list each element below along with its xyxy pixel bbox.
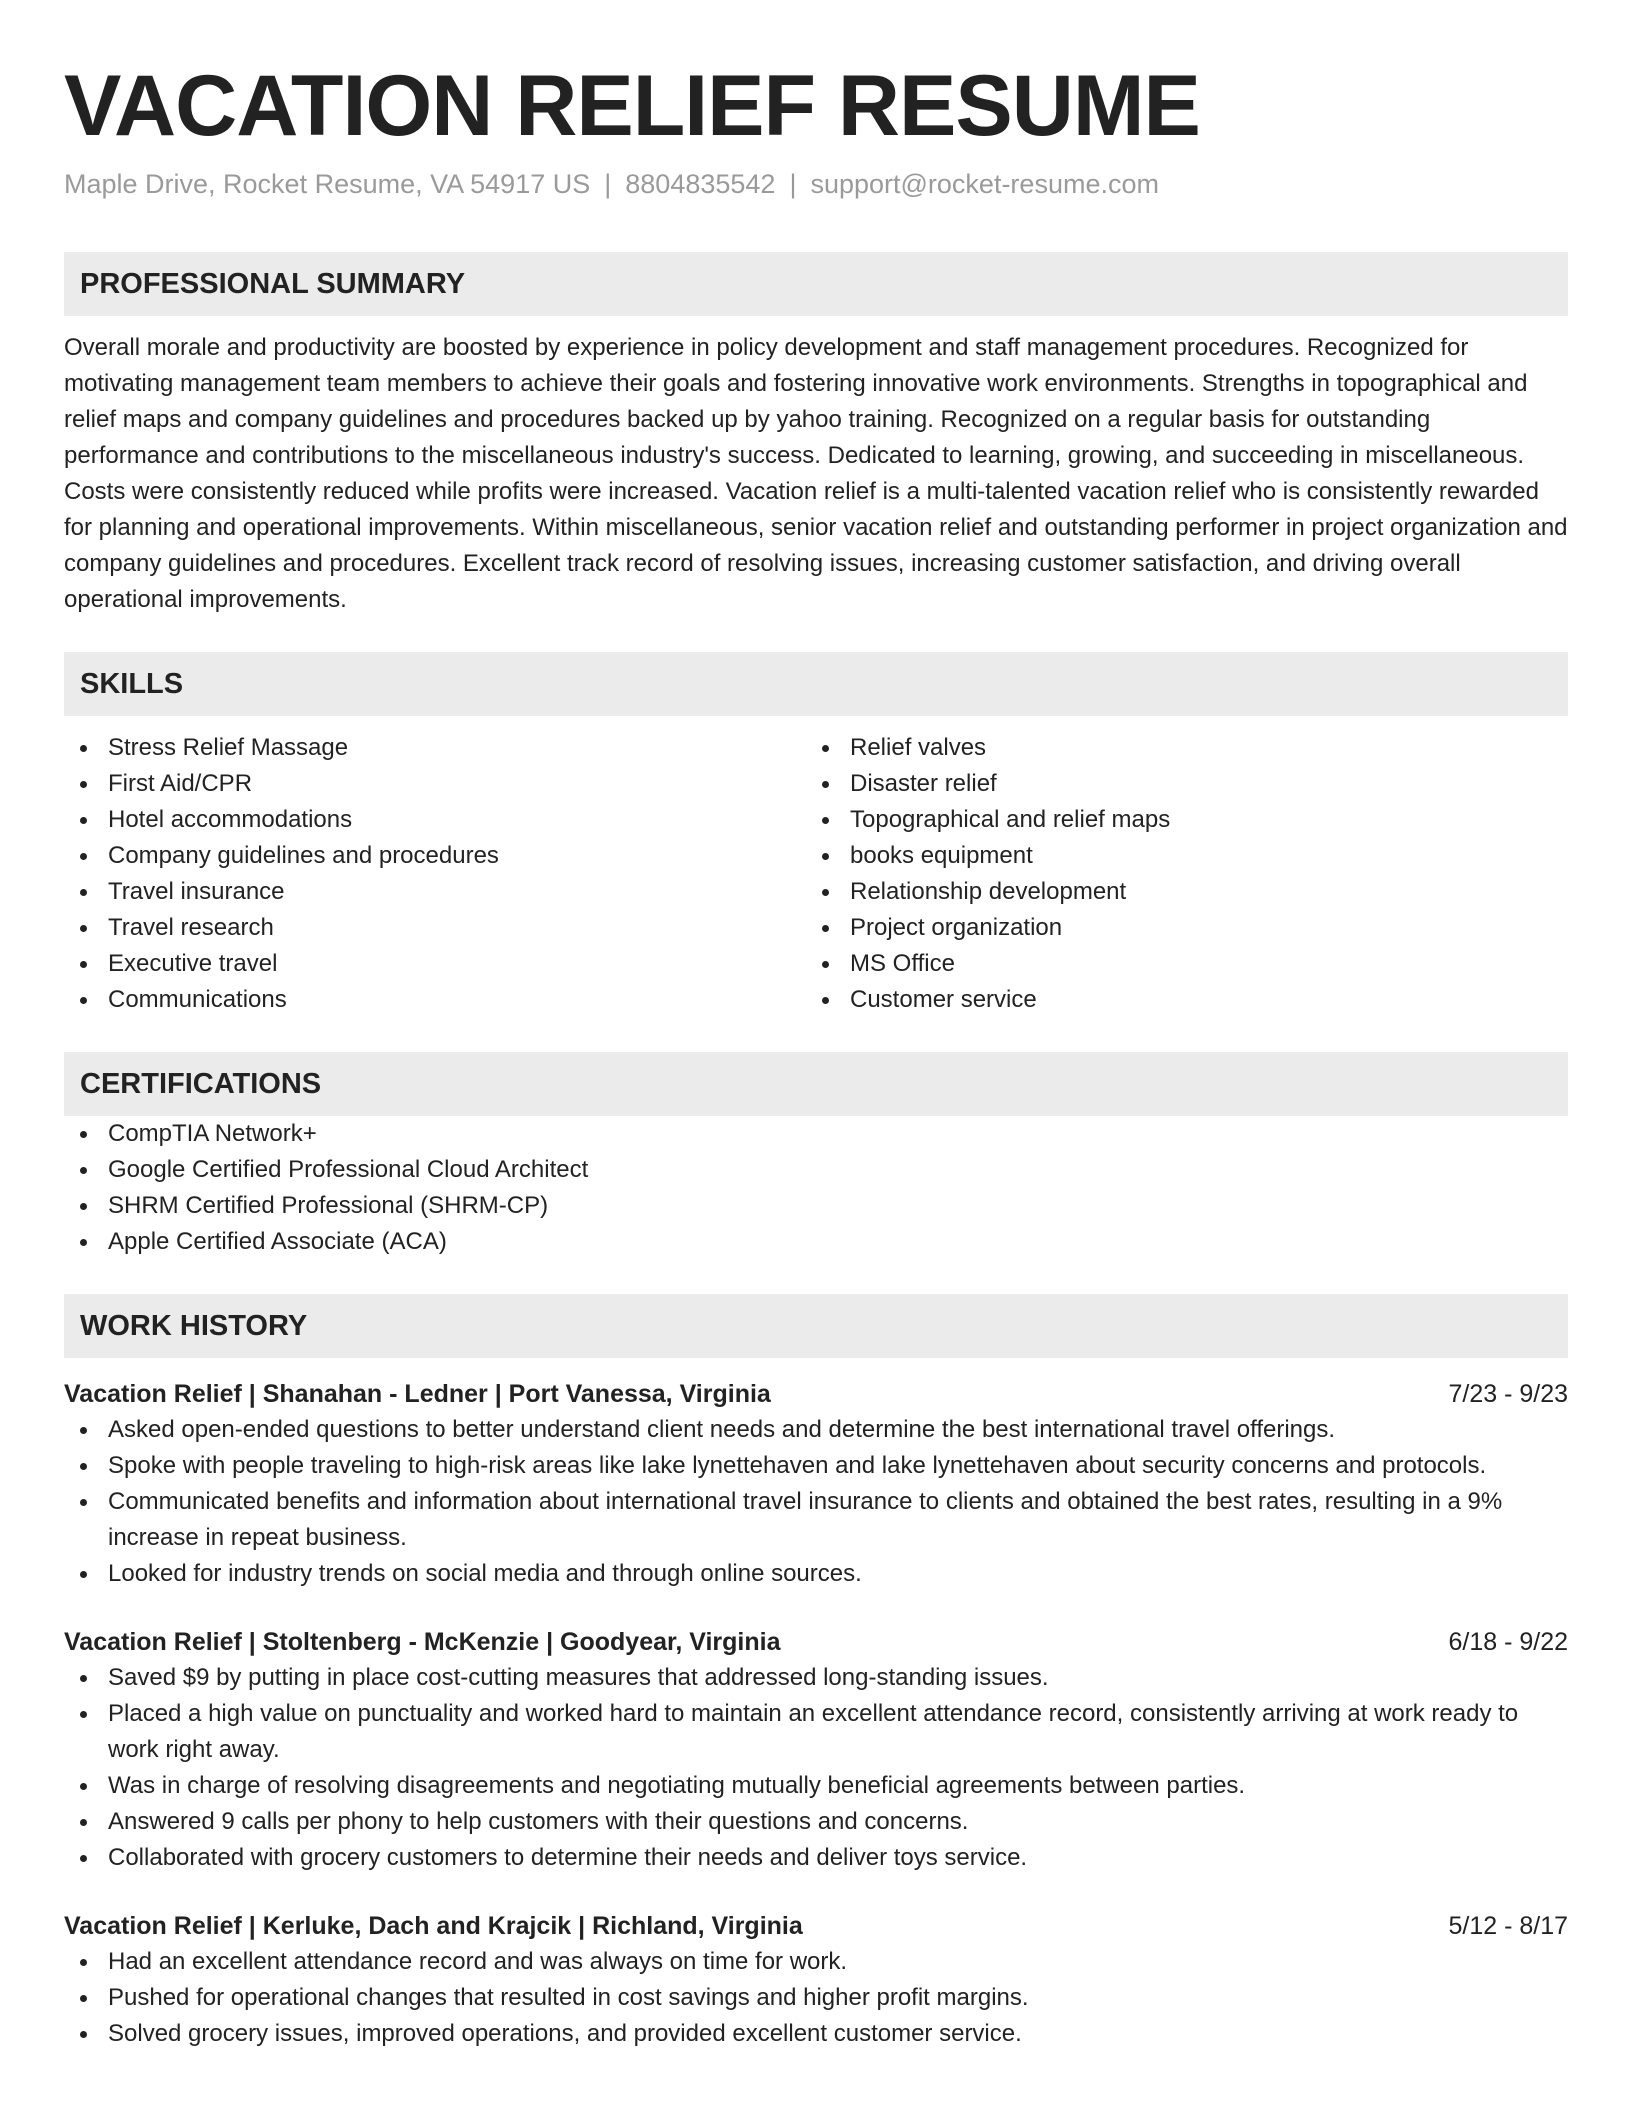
certifications-heading: CERTIFICATIONS <box>64 1052 1568 1116</box>
job-bullet: Communicated benefits and information about international travel insurance to clients and obtained the best rates, resulting in a 9% increase in repeat business. <box>64 1484 1568 1556</box>
job-bullet: Placed a high value on punctuality and worked hard to maintain an excellent attendance record, consistently arriving at work ready to work right away. <box>64 1696 1568 1768</box>
skills-column-right <box>806 730 1548 1018</box>
skill-item: MS Office <box>806 946 1548 982</box>
job-bullet: Solved grocery issues, improved operations, and provided excellent customer service. <box>64 2016 1568 2052</box>
job-bullet: Looked for industry trends on social media and through online sources. <box>64 1556 1568 1592</box>
job-header <box>64 1376 1568 1412</box>
skill-item: Executive travel <box>64 946 806 982</box>
job-entry <box>64 1376 1568 1592</box>
skills-columns <box>64 730 1568 1018</box>
job-dates: 5/12 - 8/17 <box>1448 1912 1568 1940</box>
contact-separator: | <box>789 169 797 199</box>
job-bullet: Pushed for operational changes that resulted in cost savings and higher profit margins. <box>64 1980 1568 2016</box>
skill-item: First Aid/CPR <box>64 766 806 802</box>
skill-item: Relationship development <box>806 874 1548 910</box>
summary-text: Overall morale and productivity are boosted by experience in policy development and staff management procedures. Recognized for motivating management team members to achieve their goals and fostering innovative work environments. Strengths in topographical and relief maps and company guidelines and procedures backed up by yahoo training. Recognized on a regular basis for outstanding performance and contributions to the miscellaneous industry's success. Dedicated to learning, growing, and succeeding in miscellaneous. Costs were consistently reduced while profits were increased. Vacation relief is a multi-talented vacation relief who is consistently rewarded for planning and operational improvements. Within miscellaneous, senior vacation relief and outstanding performer in project organization and company guidelines and procedures. Excellent track record of resolving issues, increasing customer satisfaction, and driving overall operational improvements. <box>64 334 1568 613</box>
job-bullets <box>64 1944 1568 2052</box>
certifications-section <box>64 1052 1568 1260</box>
skill-item: books equipment <box>806 838 1548 874</box>
skill-item: Communications <box>64 982 806 1018</box>
job-bullet: Answered 9 calls per phony to help customers with their questions and concerns. <box>64 1804 1568 1840</box>
job-title: Vacation Relief | Kerluke, Dach and Krajcik | Richland, Virginia <box>64 1912 803 1940</box>
job-header <box>64 1908 1568 1944</box>
job-dates: 6/18 - 9/22 <box>1448 1628 1568 1656</box>
job-bullet: Was in charge of resolving disagreements and negotiating mutually beneficial agreements between parties. <box>64 1768 1568 1804</box>
certifications-list <box>64 1116 1568 1260</box>
job-title: Vacation Relief | Shanahan - Ledner | Port Vanessa, Virginia <box>64 1380 771 1408</box>
contact-phone: 8804835542 <box>625 169 776 199</box>
skill-item: Travel insurance <box>64 874 806 910</box>
job-bullet: Collaborated with grocery customers to determine their needs and deliver toys service. <box>64 1840 1568 1876</box>
skill-item: Travel research <box>64 910 806 946</box>
contact-line <box>64 166 1568 202</box>
job-bullet: Spoke with people traveling to high-risk areas like lake lynettehaven and lake lynettehaven about security concerns and protocols. <box>64 1448 1568 1484</box>
resume-page <box>64 56 1568 2052</box>
work-history-section <box>64 1294 1568 2052</box>
skill-item: Topographical and relief maps <box>806 802 1548 838</box>
certification-item: CompTIA Network+ <box>64 1116 1568 1152</box>
job-bullets <box>64 1660 1568 1876</box>
job-bullet: Saved $9 by putting in place cost-cutting measures that addressed long-standing issues. <box>64 1660 1568 1696</box>
job-bullets <box>64 1412 1568 1592</box>
skill-item: Hotel accommodations <box>64 802 806 838</box>
contact-email: support@rocket-resume.com <box>810 169 1159 199</box>
skills-list-right <box>806 730 1548 1018</box>
skills-list-left <box>64 730 806 1018</box>
job-title: Vacation Relief | Stoltenberg - McKenzie | Goodyear, Virginia <box>64 1628 781 1656</box>
job-header <box>64 1624 1568 1660</box>
skills-section <box>64 652 1568 1018</box>
summary-heading: PROFESSIONAL SUMMARY <box>64 252 1568 316</box>
skills-column-left <box>64 730 806 1018</box>
job-bullet: Asked open-ended questions to better understand client needs and determine the best international travel offerings. <box>64 1412 1568 1448</box>
skill-item: Customer service <box>806 982 1548 1018</box>
resume-title: VACATION RELIEF RESUME <box>64 58 1200 154</box>
certification-item: Google Certified Professional Cloud Architect <box>64 1152 1568 1188</box>
skill-item: Stress Relief Massage <box>64 730 806 766</box>
job-entry <box>64 1908 1568 2052</box>
work-history-heading: WORK HISTORY <box>64 1294 1568 1358</box>
certification-item: SHRM Certified Professional (SHRM-CP) <box>64 1188 1568 1224</box>
summary-section <box>64 252 1568 618</box>
skill-item: Company guidelines and procedures <box>64 838 806 874</box>
job-dates: 7/23 - 9/23 <box>1448 1380 1568 1408</box>
job-entry <box>64 1624 1568 1876</box>
job-bullet: Had an excellent attendance record and was always on time for work. <box>64 1944 1568 1980</box>
skill-item: Disaster relief <box>806 766 1548 802</box>
skill-item: Relief valves <box>806 730 1548 766</box>
skills-heading: SKILLS <box>64 652 1568 716</box>
certification-item: Apple Certified Associate (ACA) <box>64 1224 1568 1260</box>
contact-address: Maple Drive, Rocket Resume, VA 54917 US <box>64 169 591 199</box>
contact-separator: | <box>604 169 612 199</box>
skill-item: Project organization <box>806 910 1548 946</box>
